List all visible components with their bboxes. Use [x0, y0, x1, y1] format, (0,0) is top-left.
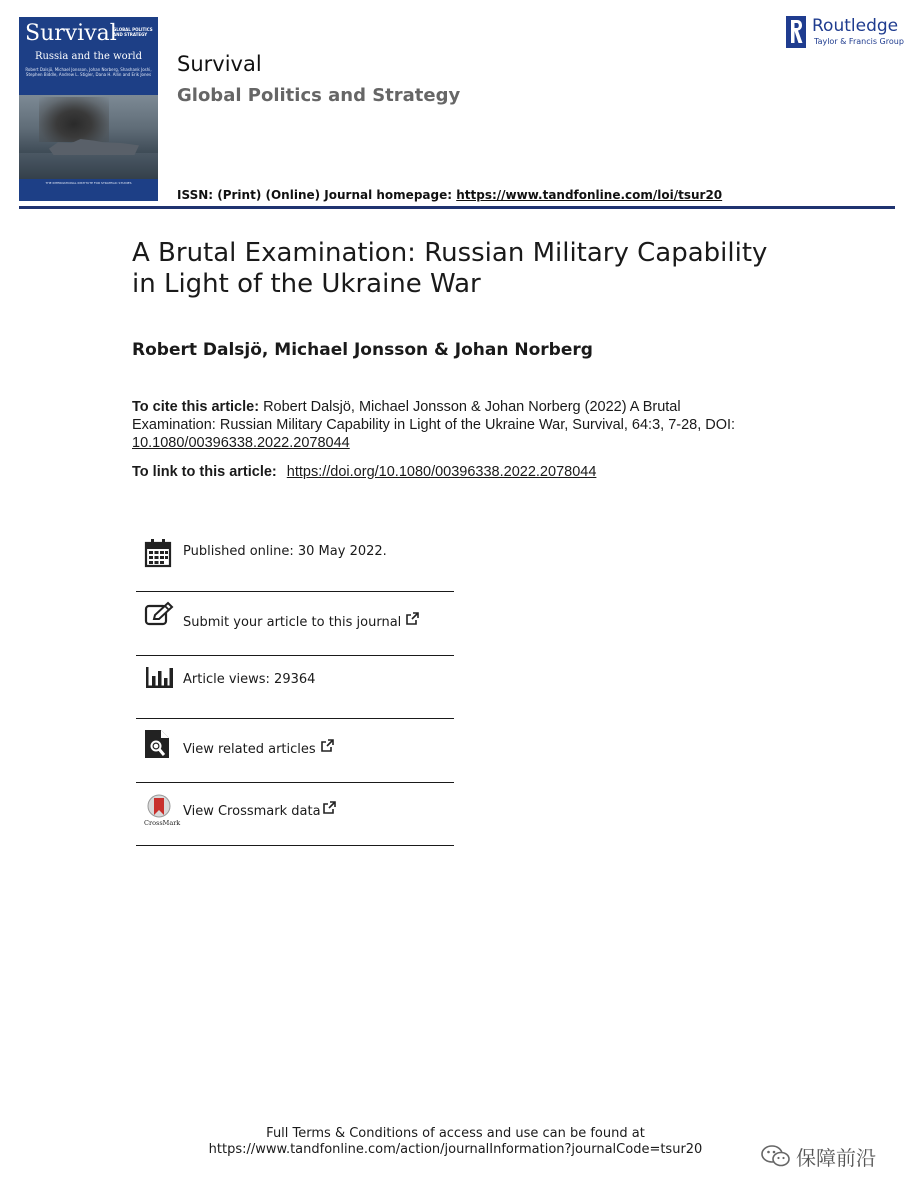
watermark — [760, 1140, 890, 1170]
submit-label: Submit your article to this journal — [183, 615, 402, 630]
link-label: To link to this article: — [132, 464, 281, 480]
related-label: View related articles — [183, 742, 316, 757]
external-link-icon — [321, 739, 334, 752]
cite-text: Robert Dalsjö, Michael Jonsson & Johan Norberg (2022) A Brutal Examination: Russian Military Capability in Light of the Ukraine War, Survival, 64:3, 7-28, DOI: — [132, 399, 736, 433]
article-authors: Robert Dalsjö, Michael Jonsson & Johan Norberg — [132, 340, 593, 360]
crossmark-logo-text: CrossMark — [144, 819, 181, 827]
info-divider — [136, 655, 454, 656]
article-link-block — [132, 463, 772, 481]
cover-title: Survival — [25, 21, 117, 46]
crossmark-link[interactable] — [183, 801, 336, 819]
submit-article-link[interactable] — [183, 612, 419, 630]
routledge-logo[interactable] — [786, 16, 904, 48]
crossmark-row[interactable] — [136, 792, 454, 828]
footer-terms: Full Terms & Conditions of access and use can be found at — [266, 1126, 645, 1141]
related-row[interactable] — [136, 728, 454, 762]
header-divider — [19, 206, 895, 209]
info-divider — [136, 845, 454, 846]
journal-subtitle: Global Politics and Strategy — [177, 85, 461, 106]
submit-row[interactable] — [136, 600, 454, 634]
article-views: Article views: 29364 — [183, 672, 316, 687]
published-date: Published online: 30 May 2022. — [183, 544, 387, 559]
cover-fine-print: THE INTERNATIONAL INSTITUTE FOR STRATEGIC STUDIES — [45, 181, 132, 185]
cite-label: To cite this article: — [132, 399, 260, 415]
related-articles-link[interactable] — [183, 739, 334, 757]
smoke-plume — [39, 97, 109, 142]
calendar-icon — [144, 538, 172, 568]
cover-photo — [19, 95, 158, 179]
info-divider — [136, 591, 454, 592]
cover-subtitle: GLOBAL POLITICS AND STRATEGY — [113, 27, 153, 37]
journal-homepage-link[interactable]: https://www.tandfonline.com/loi/tsur20 — [456, 188, 723, 202]
crossmark-label: View Crossmark data — [183, 804, 321, 819]
journal-cover-image — [19, 17, 158, 201]
wechat-icon — [760, 1143, 792, 1169]
external-link-icon — [323, 801, 336, 814]
search-document-icon — [144, 729, 172, 759]
external-link-icon — [406, 612, 419, 625]
sea — [19, 153, 158, 179]
bar-chart-icon — [144, 665, 174, 689]
watermark-text: 保障前沿 — [796, 1146, 876, 1170]
routledge-r-icon — [786, 16, 806, 48]
cite-doi-link[interactable]: 10.1080/00396338.2022.2078044 — [132, 435, 350, 451]
published-row — [136, 536, 454, 570]
publisher-group: Taylor & Francis Group — [814, 37, 904, 46]
issn-line — [177, 188, 722, 202]
article-title: A Brutal Examination: Russian Military Capability in Light of the Ukraine War — [132, 238, 768, 299]
cover-authors: Robert Dalsjö, Michael Jonsson, Johan Norberg, Shashank Joshi, Stephen Biddle, Andrew L. Stigler, Dana H. Allin and Erik Jones — [25, 67, 152, 77]
citation-block — [132, 398, 762, 452]
views-row — [136, 664, 454, 698]
footer-url[interactable]: https://www.tandfonline.com/action/journalInformation?journalCode=tsur20 — [208, 1142, 703, 1157]
article-doi-link[interactable]: https://doi.org/10.1080/00396338.2022.2078044 — [286, 464, 597, 480]
edit-icon — [144, 602, 174, 628]
crossmark-icon — [144, 793, 181, 827]
publisher-name: Routledge — [812, 16, 899, 36]
info-divider — [136, 782, 454, 783]
journal-name: Survival — [177, 52, 262, 76]
info-divider — [136, 718, 454, 719]
cover-theme: Russia and the world — [34, 51, 143, 62]
issn-label: ISSN: (Print) (Online) Journal homepage: — [177, 188, 457, 202]
